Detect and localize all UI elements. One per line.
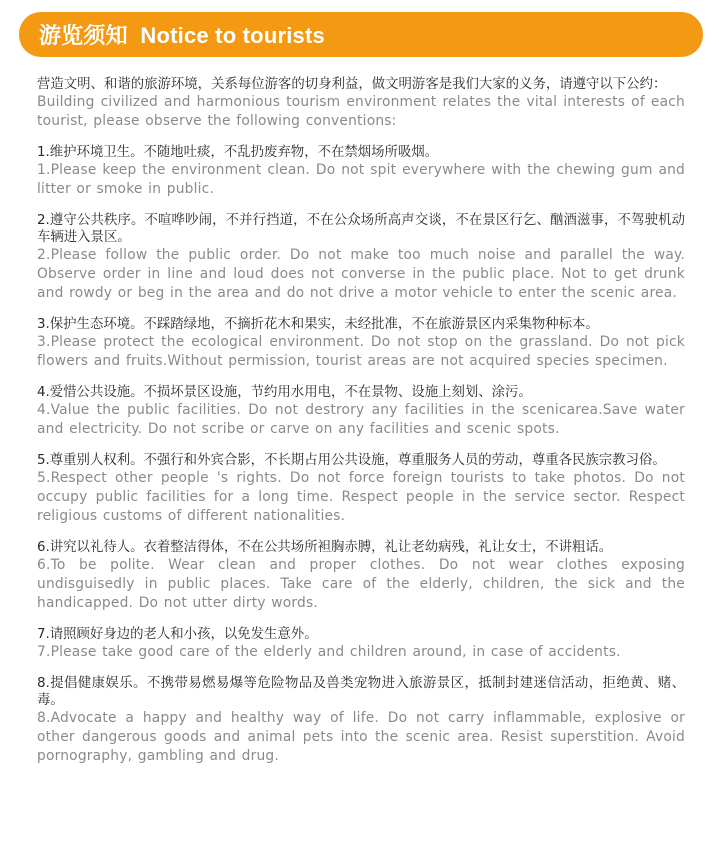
rule-item-4 <box>37 384 685 439</box>
rule-text-english: 8.Advocate a happy and healthy way of life. Do not carry inflammable, explosive or other dangerous goods and animal pets into the scenic area. Resist superstition. Avoid pornography, gambling and drug. <box>37 710 685 764</box>
rule-item-7 <box>37 626 685 662</box>
rule-text-english: 4.Value the public facilities. Do not destrory any facilities in the scenicarea.Save water and electricity. Do not scribe or carve on any facilities and scenic spots. <box>37 402 685 437</box>
notice-content <box>37 76 685 779</box>
rule-text-chinese: 1.维护环境卫生。不随地吐痰，不乱扔废弃物，不在禁烟场所吸烟。 <box>37 145 439 160</box>
rule-text-english: 1.Please keep the environment clean. Do not spit everywhere with the chewing gum and litter or smoke in public. <box>37 162 685 197</box>
rule-item-3 <box>37 316 685 371</box>
rule-text-chinese: 4.爱惜公共设施。不损坏景区设施，节约用水用电，不在景物、设施上刻划、涂污。 <box>37 385 532 400</box>
rule-item-2 <box>37 212 685 303</box>
rule-text-english: 6.To be polite. Wear clean and proper clothes. Do not wear clothes exposing undisguisedly in public places. Take care of the elderly, children, the sick and the handicapped. Do not utter dirty words. <box>37 557 685 611</box>
intro-block <box>37 76 685 131</box>
rule-text-chinese: 3.保护生态环境。不踩踏绿地，不摘折花木和果实，未经批准，不在旅游景区内采集物种标本。 <box>37 317 599 332</box>
rule-text-chinese: 5.尊重别人权利。不强行和外宾合影，不长期占用公共设施，尊重服务人员的劳动，尊重各民族宗教习俗。 <box>37 453 666 468</box>
rule-text-chinese: 7.请照顾好身边的老人和小孩，以免发生意外。 <box>37 627 318 642</box>
rule-text-chinese: 8.提倡健康娱乐。不携带易燃易爆等危险物品及兽类宠物进入旅游景区，抵制封建迷信活动，拒绝黄、赌、毒。 <box>37 676 685 708</box>
page-title: 游览须知 Notice to tourists <box>39 23 325 48</box>
intro-text-english: Building civilized and harmonious tourism environment relates the vital interests of each tourist, please observe the following conventions: <box>37 94 685 129</box>
rule-item-5 <box>37 452 685 526</box>
notice-title-banner <box>19 12 703 57</box>
rule-text-chinese: 2.遵守公共秩序。不喧哗吵闹，不并行挡道，不在公众场所高声交谈，不在景区行乞、酗酒滋事，不驾驶机动车辆进入景区。 <box>37 213 685 245</box>
rule-text-english: 3.Please protect the ecological environment. Do not stop on the grassland. Do not pick flowers and fruits.Without permission, tourist areas are not acquired species specimen. <box>37 334 685 369</box>
rule-text-english: 7.Please take good care of the elderly and children around, in case of accidents. <box>37 644 621 660</box>
rule-item-1 <box>37 144 685 199</box>
rule-text-chinese: 6.讲究以礼待人。衣着整洁得体，不在公共场所袒胸赤膊，礼让老幼病残，礼让女士，不讲粗话。 <box>37 540 613 555</box>
rule-item-6 <box>37 539 685 613</box>
rule-item-8 <box>37 675 685 766</box>
rule-text-english: 5.Respect other people 's rights. Do not force foreign tourists to take photos. Do not occupy public facilities for a long time. Respect people in the service sector. Respect religious customs of different nationalities. <box>37 470 685 524</box>
rule-text-english: 2.Please follow the public order. Do not make too much noise and parallel the way. Observe order in line and loud does not converse in the public place. Not to get drunk and rowdy or beg in the area and do not drive a motor vehicle to enter the scenic area. <box>37 247 685 301</box>
intro-text-chinese: 营造文明、和谐的旅游环境，关系每位游客的切身利益，做文明游客是我们大家的义务，请遵守以下公约： <box>37 77 667 92</box>
